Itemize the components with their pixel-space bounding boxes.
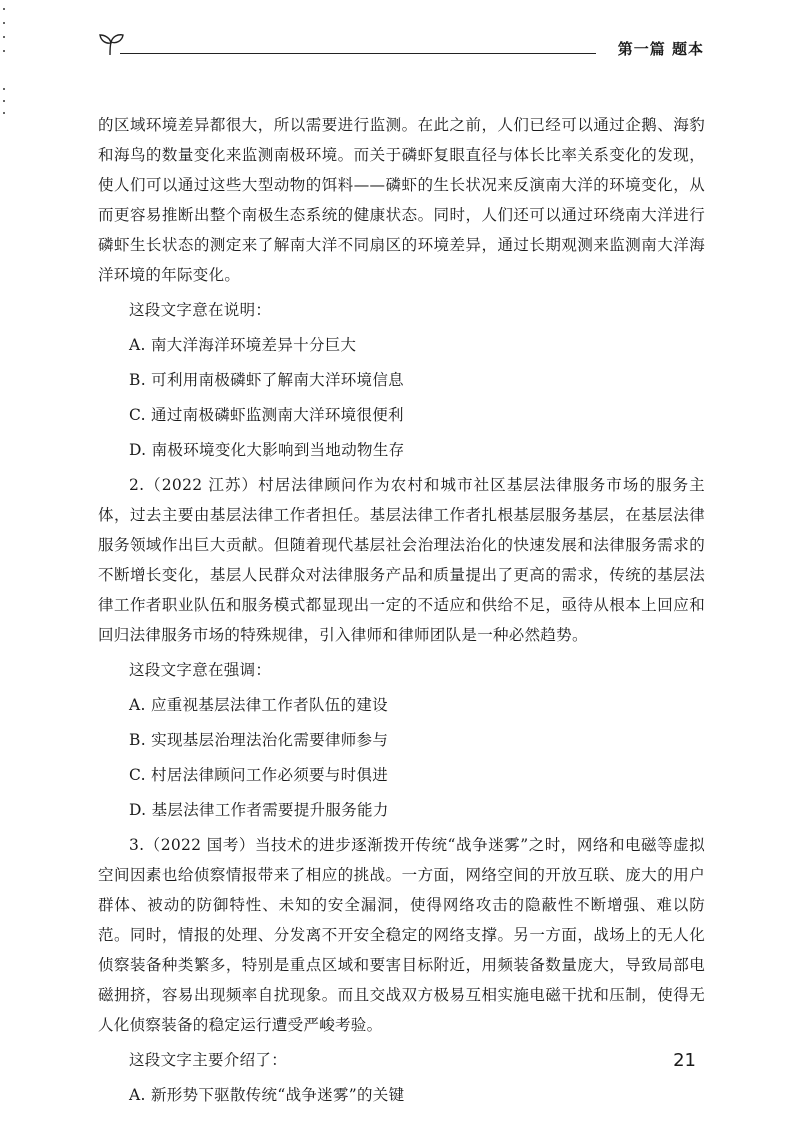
option-a: A. 新形势下驱散传统“战争迷雾”的关键: [129, 1086, 405, 1104]
page-body: [98, 110, 705, 1115]
question-stem: 这段文字主要介绍了：: [129, 1051, 288, 1069]
section-label: 第一篇 题本: [617, 40, 704, 58]
question-3-passage: 3.（2022 国考）当技术的进步逐渐拨开传统“战争迷雾”之时，网络和电磁等虚拟空间因素也给侦察情报带来了相应的挑战。一方面，网络空间的开放互联、庞大的用户群体、被动的防御特性、未知的安全漏洞，使得网络攻击的隐蔽性不断增强、难以防范。同时，情报的处理、分发离不开安全稳定的网络支撑。另一方面，战场上的无人化侦察装备种类繁多，特别是重点区域和要害目标附近，用频装备数量庞大，导致局部电磁拥挤，容易出现频率自扰现象。而且交战双方极易互相实施电磁干扰和压制，使得无人化侦察装备的稳定运行遭受严峻考验。: [98, 836, 705, 1034]
page-number: 21: [673, 1050, 696, 1071]
page-header: [98, 30, 704, 60]
question-stem: 这段文字意在强调：: [129, 661, 272, 679]
margin-ticks: [2, 8, 8, 118]
option-d: D. 南极环境变化大影响到当地动物生存: [129, 441, 405, 459]
option-c: C. 村居法律顾问工作必须要与时俱进: [129, 766, 389, 784]
question-stem: 这段文字意在说明：: [129, 301, 272, 319]
option-b: B. 实现基层治理法治化需要律师参与: [129, 731, 389, 749]
option-c: C. 通过南极磷虾监测南大洋环境很便利: [129, 406, 404, 424]
paragraph-continuation: 的区域环境差异都很大，所以需要进行监测。在此之前，人们已经可以通过企鹅、海豹和海鸟的数量变化来监测南极环境。而关于磷虾复眼直径与体长比率关系变化的发现，使人们可以通过这些大型动物的饵料——磷虾的生长状况来反演南大洋的环境变化，从而更容易推断出整个南极生态系统的健康状态。同时，人们还可以通过环绕南大洋进行磷虾生长状态的测定来了解南大洋不同扇区的环境差异，通过长期观测来监测南大洋海洋环境的年际变化。: [98, 116, 705, 284]
question-2-passage: 2.（2022 江苏）村居法律顾问作为农村和城市社区基层法律服务市场的服务主体，过去主要由基层法律工作者担任。基层法律工作者扎根基层服务基层，在基层法律服务领域作出巨大贡献。但随着现代基层社会治理法治化的快速发展和法律服务需求的不断增长变化，基层人民群众对法律服务产品和质量提出了更高的需求，传统的基层法律工作者职业队伍和服务模式都显现出一定的不适应和供给不足，亟待从根本上回应和回归法律服务市场的特殊规律，引入律师和律师团队是一种必然趋势。: [98, 476, 705, 644]
header-rule: [120, 53, 596, 54]
option-a: A. 应重视基层法律工作者队伍的建设: [129, 696, 388, 714]
option-b: B. 可利用南极磷虾了解南大洋环境信息: [129, 371, 404, 389]
option-a: A. 南大洋海洋环境差异十分巨大: [129, 336, 357, 354]
option-d: D. 基层法律工作者需要提升服务能力: [129, 801, 389, 819]
